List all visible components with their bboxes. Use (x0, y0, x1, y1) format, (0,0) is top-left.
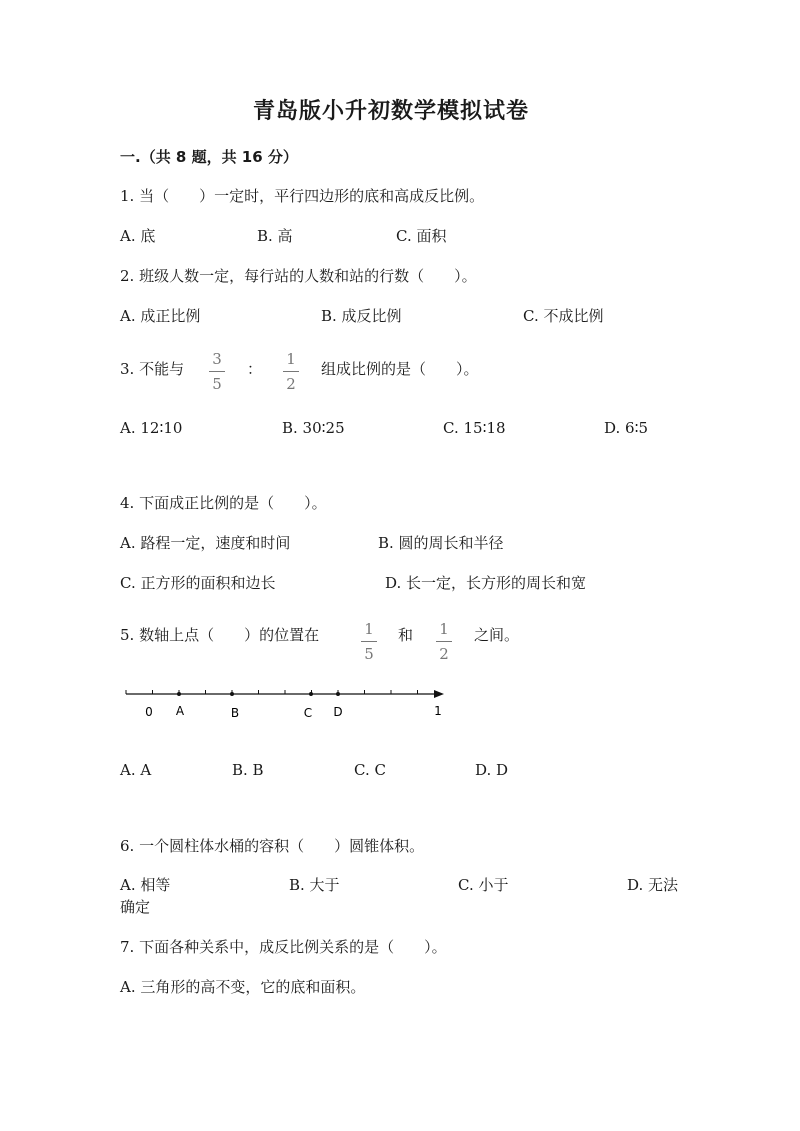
question-4-option-a: A. 路程一定，速度和时间 (120, 534, 291, 552)
fraction-numerator: 1 (439, 620, 449, 638)
question-1-option-c: C. 面积 (396, 227, 447, 245)
question-3-option-c: C. 15∶18 (443, 419, 506, 437)
fraction-1-2 (283, 352, 299, 392)
question-3-prefix: 3. 不能与 (120, 360, 185, 378)
question-2-option-a: A. 成正比例 (120, 307, 201, 325)
fraction-bar (361, 641, 377, 642)
fraction-denominator: 2 (439, 645, 449, 663)
number-line-label-d: D (333, 705, 343, 719)
question-6-option-c: C. 小于 (458, 876, 509, 894)
question-7-stem: 7. 下面各种关系中，成反比例关系的是（ ）。 (120, 938, 447, 956)
question-5-option-b: B. B (232, 761, 264, 779)
fraction-denominator: 5 (212, 375, 222, 393)
fraction-1-2 (436, 622, 452, 662)
question-7-option-a: A. 三角形的高不变，它的底和面积。 (120, 978, 366, 996)
section-header: 一.（共 8 题，共 16 分） (120, 148, 298, 166)
question-6-option-b: B. 大于 (289, 876, 340, 894)
number-line-label-a: A (175, 704, 185, 718)
question-2-option-b: B. 成反比例 (321, 307, 402, 325)
question-4-stem: 4. 下面成正比例的是（ ）。 (120, 494, 327, 512)
fraction-1-5 (361, 622, 377, 662)
question-4-option-c: C. 正方形的面积和边长 (120, 574, 276, 592)
fraction-denominator: 2 (286, 375, 296, 393)
question-6-option-a: A. 相等 (120, 876, 171, 894)
fraction-numerator: 1 (364, 620, 374, 638)
point-c-marker (309, 692, 313, 696)
question-5-option-a: A. A (120, 761, 152, 779)
question-5-prefix: 5. 数轴上点（ ）的位置在 (120, 626, 320, 644)
question-6-option-d: D. 无法 (627, 876, 679, 894)
ratio-colon: ： (247, 360, 263, 378)
fraction-bar (436, 641, 452, 642)
question-4-option-d: D. 长一定，长方形的周长和宽 (385, 574, 587, 592)
point-d-marker (336, 692, 340, 696)
fraction-numerator: 3 (212, 350, 222, 368)
fraction-bar (209, 371, 225, 372)
number-line-label-b: B (230, 706, 240, 720)
point-a-marker (177, 692, 181, 696)
question-3-option-d: D. 6∶5 (604, 419, 649, 437)
number-line-label-c: C (303, 706, 313, 720)
page-title: 青岛版小升初数学模拟试卷 (253, 99, 530, 124)
question-2-stem: 2. 班级人数一定，每行站的人数和站的行数（ ）。 (120, 267, 477, 285)
question-5-option-c: C. C (354, 761, 386, 779)
question-3-suffix: 组成比例的是（ ）。 (321, 360, 479, 378)
question-6-stem: 6. 一个圆柱体水桶的容积（ ）圆锥体积。 (120, 837, 425, 855)
question-1-option-b: B. 高 (257, 227, 293, 245)
question-6-option-d-continued: 确定 (120, 898, 151, 916)
question-5-option-d: D. D (475, 761, 509, 779)
question-5-and: 和 (398, 626, 414, 644)
point-b-marker (230, 692, 234, 696)
number-line-arrow (434, 690, 444, 698)
fraction-numerator: 1 (286, 350, 296, 368)
fraction-3-5 (209, 352, 225, 392)
question-4-option-b: B. 圆的周长和半径 (378, 534, 504, 552)
question-3-option-a: A. 12∶10 (120, 419, 183, 437)
question-2-option-c: C. 不成比例 (523, 307, 604, 325)
question-5-suffix: 之间。 (474, 626, 520, 644)
fraction-bar (283, 371, 299, 372)
number-line-label-0: 0 (145, 705, 153, 719)
number-line-label-1: 1 (434, 704, 442, 718)
question-1-option-a: A. 底 (120, 227, 156, 245)
fraction-denominator: 5 (364, 645, 374, 663)
question-1-stem: 1. 当（ ）一定时，平行四边形的底和高成反比例。 (120, 187, 485, 205)
number-line (118, 680, 458, 725)
question-3-option-b: B. 30∶25 (282, 419, 345, 437)
